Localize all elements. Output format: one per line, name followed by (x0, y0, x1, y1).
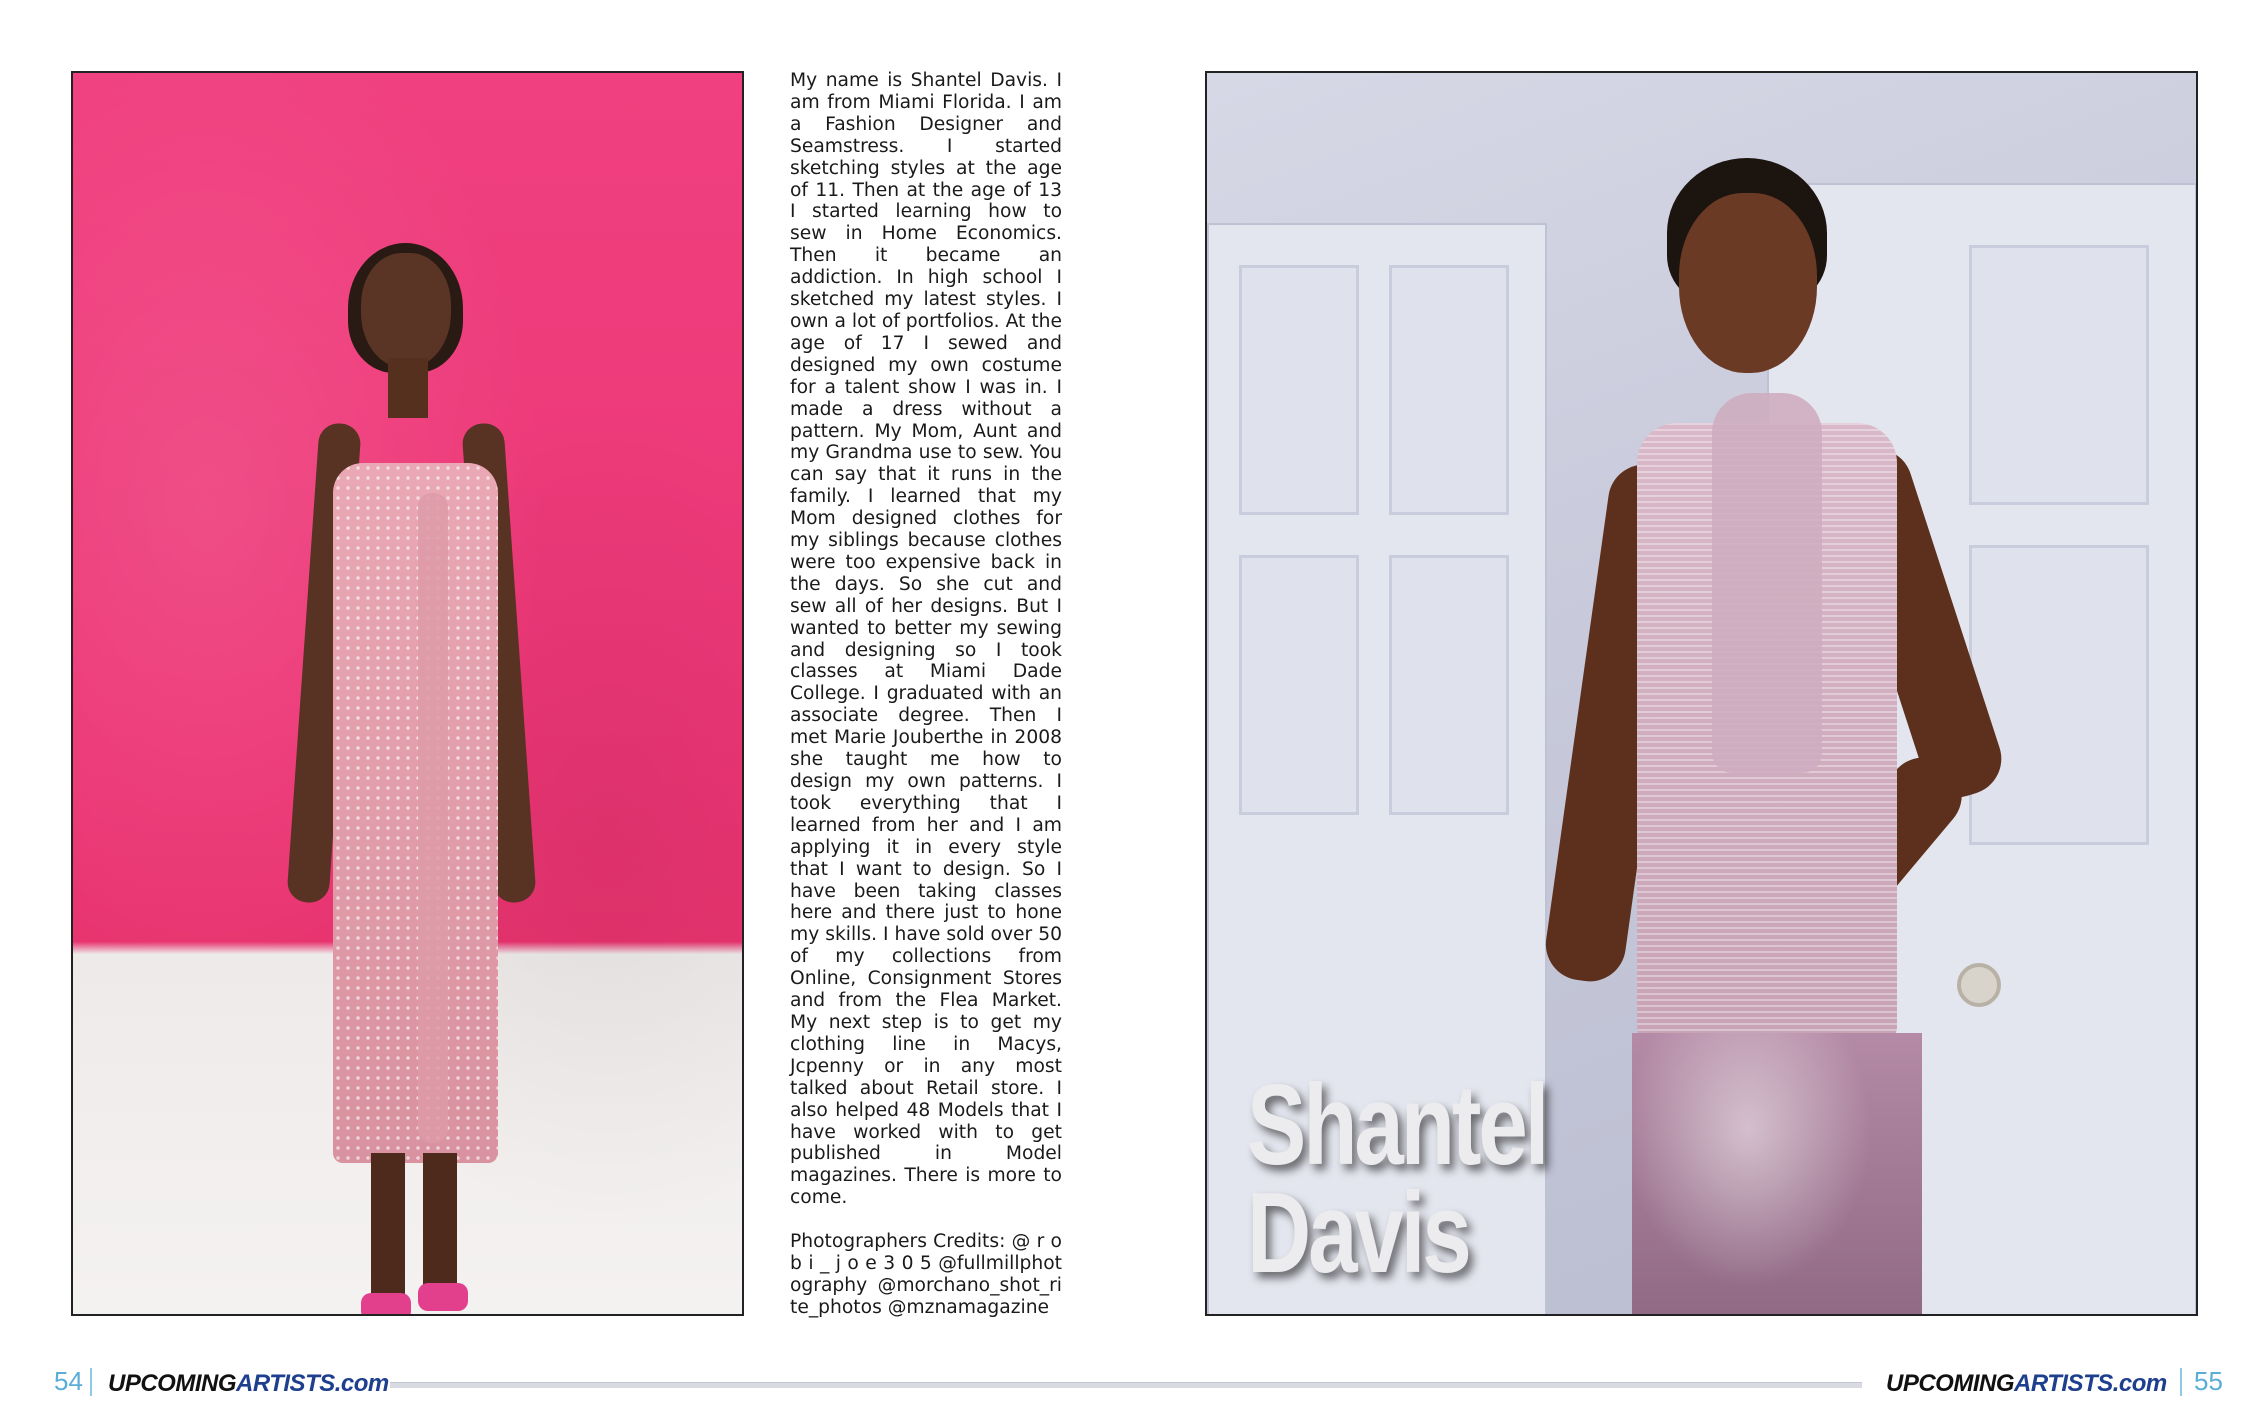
article-body: My name is Shantel Davis. I am from Miami Florida. I am a Fashion Designer and Seamstress. I started sketching styles at the age of 11. Then at the age of 13 I started learning how to sew in Home Economics. Then it became an addiction. In high school I sketched my latest styles. I own a lot of portfolios. At the age of 17 I sewed and designed my own costume for a talent show I was in. I made a dress without a pattern. My Mom, Aunt and my Grandma use to sew. You can say that it runs in the family. I learned that my Mom designed clothes for my siblings because clothes were too expensive back in the days. So she cut and sew all of her designs. But I wanted to better my sewing and designing so I took classes at Miami Dade College. I graduated with an associate degree. Then I met Marie Jouberthe in 2008 she taught me how to design my own patterns. I took everything that I learned from her and I am applying it in every style that I want to design. So I have been taking classes here and there just to hone my skills. I have sold over 50 of my collections from Online, Consignment Stores and from the Flea Market. My next step is to get my clothing line in Macys, Jcpenny or in any most talked about Retail store. I also helped 48 Models that I have worked with to get published in Model magazines. There is more to come. (790, 70, 1062, 1209)
title-first-name: Shantel (1247, 1062, 1547, 1189)
feature-title (1247, 1062, 1547, 1297)
right-divider (2180, 1368, 2182, 1396)
right-page-number: 55 (2194, 1366, 2223, 1396)
photographer-credits: Photographers Credits: @ r o b i _ j o e 3 0 5 @fullmillphotography @morchano_shot_rite_photos @mznamagazine (790, 1231, 1062, 1318)
left-brand-logo: UPCOMINGARTISTS.com (108, 1370, 389, 1397)
left-photo (71, 71, 744, 1316)
model-in-pink-dress (293, 173, 533, 1316)
title-last-name: Davis (1247, 1170, 1469, 1297)
left-divider (90, 1368, 92, 1396)
footer-rule (390, 1382, 1862, 1388)
page-footer (0, 1360, 2268, 1400)
model-in-sequin-outfit (1457, 93, 2057, 1316)
article-column (790, 70, 1062, 1341)
left-page-number: 54 (54, 1366, 83, 1396)
right-brand-logo: UPCOMINGARTISTS.com (1886, 1370, 2167, 1397)
